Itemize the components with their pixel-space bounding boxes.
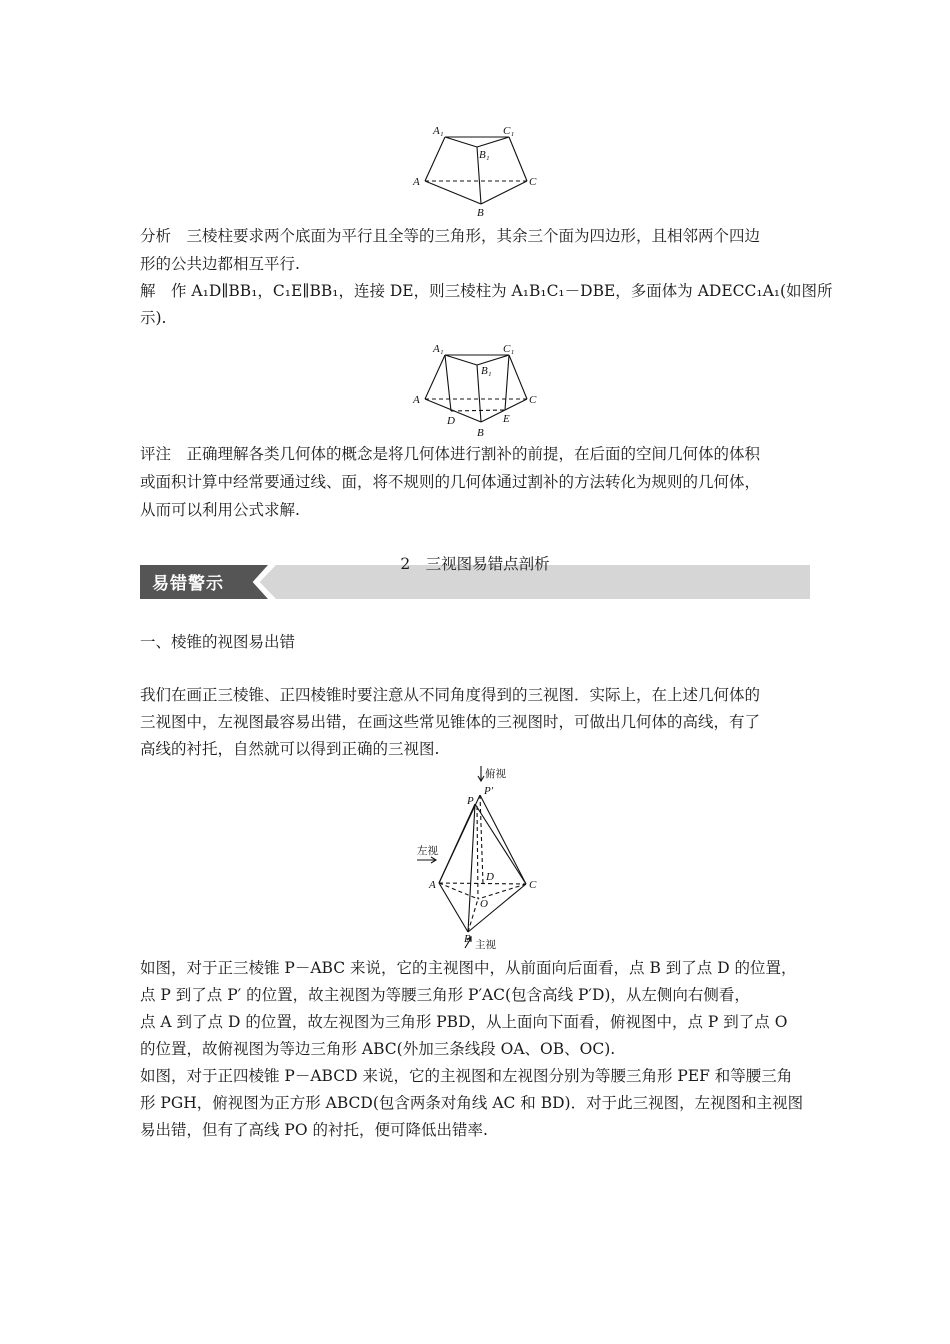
- label-p-prime: P′: [484, 785, 494, 797]
- para1-line-1: 如图，对于正三棱锥 P－ABC 来说，它的主视图中，从前面向后面看，点 B 到了点 D 的位置，: [140, 959, 797, 977]
- para1-line-4: 的位置，故俯视图为等边三角形 ABC(外加三条线段 OA、OB、OC).: [140, 1040, 616, 1058]
- label-p: P: [467, 795, 474, 807]
- label-b: B: [477, 207, 484, 219]
- label-b1: B₁: [479, 149, 490, 161]
- solution-line-1: 解 作 A₁D∥BB₁，C₁E∥BB₁，连接 DE，则三棱柱为 A₁B₁C₁－DBE，多面体为 ADECC₁A₁(如图所: [140, 282, 833, 300]
- solution-line-2: 示).: [140, 309, 167, 327]
- label-o: O: [480, 898, 488, 910]
- analysis-line-2: 形的公共边都相互平行.: [140, 255, 300, 273]
- top-view-label: 俯视: [485, 768, 506, 780]
- label-a: A: [429, 879, 436, 891]
- para1-line-2: 点 P 到了点 P′ 的位置，故主视图为等腰三角形 P′AC(包含高线 P′D)，从左侧向右侧看，: [140, 986, 750, 1004]
- comment-line-1: 评注 正确理解各类几何体的概念是将几何体进行割补的前提，在后面的空间几何体的体积: [140, 445, 761, 463]
- figure-pyramid: [405, 764, 555, 954]
- label-e: E: [503, 413, 510, 425]
- label-b: B: [477, 427, 484, 438]
- para2-line-3: 易出错，但有了高线 PO 的衬托，便可降低出错率.: [140, 1121, 488, 1139]
- intro-line-2: 三视图中，左视图最容易出错，在画这些常见锥体的三视图时，可做出几何体的高线，有了: [140, 713, 761, 731]
- subheading: 一、棱锥的视图易出错: [140, 633, 296, 651]
- para1-line-3: 点 A 到了点 D 的位置，故左视图为三角形 PBD，从上面向下面看，俯视图中，点 P 到了点 O: [140, 1013, 788, 1031]
- figure-prism-cut: [405, 338, 555, 438]
- intro-line-1: 我们在画正三棱锥、正四棱锥时要注意从不同角度得到的三视图．实际上，在上述几何体的: [140, 686, 761, 704]
- para2-line-1: 如图，对于正四棱锥 P－ABCD 来说，它的主视图和左视图分别为等腰三角形 PEF 和等腰三角: [140, 1067, 793, 1085]
- comment-line-2: 或面积计算中经常要通过线、面，将不规则的几何体通过割补的方法转化为规则的几何体，: [140, 473, 761, 491]
- label-c: C: [529, 879, 537, 891]
- label-a1: A₁: [433, 125, 444, 137]
- left-view-label: 左视: [417, 845, 438, 857]
- comment-line-3: 从而可以利用公式求解.: [140, 501, 300, 519]
- label-a1: A₁: [433, 343, 444, 355]
- figure-pentagon-solid: [405, 120, 555, 220]
- section-title: 2 三视图易错点剖析: [400, 555, 550, 573]
- label-d: D: [447, 415, 455, 427]
- label-d: D: [486, 871, 494, 883]
- analysis-line-1: 分析 三棱柱要求两个底面为平行且全等的三角形，其余三个面为四边形，且相邻两个四边: [140, 227, 761, 245]
- front-view-label: 主视: [475, 939, 496, 951]
- label-b1: B₁: [481, 365, 492, 377]
- label-c1: C₁: [503, 343, 515, 355]
- intro-line-3: 高线的衬托，自然就可以得到正确的三视图.: [140, 740, 440, 758]
- label-b: B: [464, 933, 471, 945]
- label-c: C: [529, 176, 537, 188]
- label-a: A: [413, 394, 420, 406]
- label-c1: C₁: [503, 125, 515, 137]
- label-c: C: [529, 394, 537, 406]
- label-a: A: [413, 176, 420, 188]
- para2-line-2: 形 PGH，俯视图为正方形 ABCD(包含两条对角线 AC 和 BD)．对于此三视图，左视图和主视图: [140, 1094, 804, 1112]
- banner-label: 易错警示: [152, 574, 224, 594]
